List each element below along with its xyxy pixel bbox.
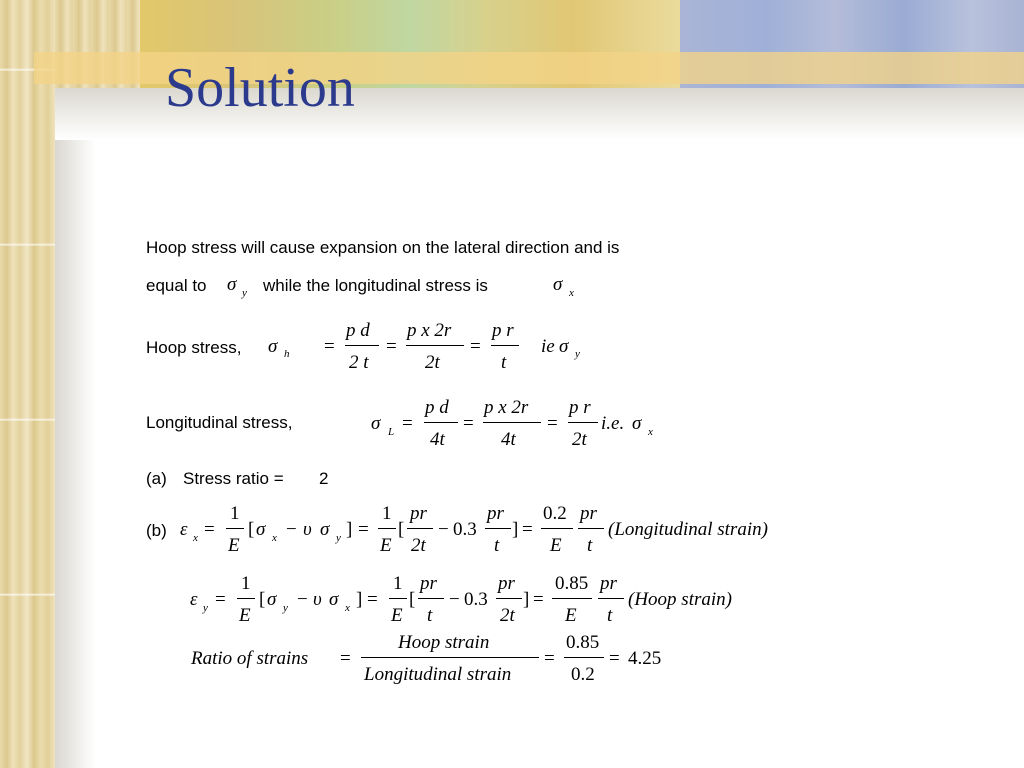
bracket-close: ] [356, 589, 363, 610]
E-denominator: E [391, 605, 403, 626]
row2-strain-label: (Hoop strain) [628, 589, 732, 610]
long-sigma-symbol: σ [371, 413, 381, 434]
fraction-bar [378, 528, 396, 529]
nu-symbol: υ [303, 519, 312, 540]
long-sigma-x-subscript: x [648, 426, 653, 438]
equals-sign: = [547, 413, 558, 434]
part-a-text: Stress ratio = [183, 469, 284, 488]
fraction-bar [389, 598, 407, 599]
fraction-bar [361, 657, 539, 658]
pr-numerator: pr [498, 573, 515, 594]
pr-numerator: pr [487, 503, 504, 524]
fraction-bar [226, 528, 244, 529]
E-denominator: E [239, 605, 251, 626]
one-numerator: 1 [393, 573, 403, 594]
row1-den-c: t [587, 535, 593, 556]
fraction-bar [541, 528, 573, 529]
sigma-x-symbol: σ [329, 589, 339, 610]
hoop-frac2-denominator: 2t [425, 352, 440, 373]
slide-title: Solution [165, 57, 355, 119]
intro-line-2-middle: while the longitudinal stress is [263, 276, 488, 295]
long-sigma-subscript: L [388, 426, 395, 438]
minus-sign: − [286, 519, 297, 540]
long-frac2-denominator: 4t [501, 429, 516, 450]
row2-den-c: t [607, 605, 613, 626]
equals-sign: = [544, 648, 555, 669]
epsilon-x-symbol: ε [180, 519, 188, 540]
hoop-ie-text: ie [541, 336, 555, 357]
ratio-numerator: Hoop strain [398, 632, 490, 653]
bracket-open: [ [398, 519, 405, 540]
equals-sign: = [533, 589, 544, 610]
row1-den-b: t [494, 535, 500, 556]
epsilon-x-subscript: x [193, 532, 198, 544]
intro-line-2-start: equal to [146, 276, 207, 295]
ratio-label: Ratio of strains [191, 648, 309, 669]
E-denominator: E [565, 605, 577, 626]
hoop-stress-label: Hoop stress, [146, 338, 242, 357]
E-denominator: E [228, 535, 240, 556]
row2-frac-numerator: 0.85 [555, 573, 589, 594]
fraction-bar [485, 528, 511, 529]
intro-line-1: Hoop stress will cause expansion on the lateral direction and is [146, 238, 620, 257]
sigma-x-subscript: x [345, 602, 350, 614]
long-frac3-denominator: 2t [572, 429, 587, 450]
row2-den-a: t [427, 605, 433, 626]
ratio-value-denominator: 0.2 [571, 664, 595, 685]
fraction-bar [568, 422, 598, 423]
equals-sign: = [367, 589, 378, 610]
equals-sign: = [358, 519, 369, 540]
sigma-y-subscript: y [242, 287, 247, 299]
sigma-x-symbol: σ [553, 274, 563, 295]
part-b-label: (b) [146, 521, 167, 540]
long-frac3-numerator: p r [569, 397, 591, 418]
hoop-frac1-numerator: p d [346, 320, 370, 341]
long-frac1-numerator: p d [425, 397, 449, 418]
sigma-x-symbol: σ [256, 519, 266, 540]
equals-sign: = [609, 648, 620, 669]
fraction-bar [564, 657, 604, 658]
fraction-bar [406, 345, 464, 346]
bracket-close: ] [346, 519, 353, 540]
hoop-sigma-symbol: σ [268, 336, 278, 357]
pr-numerator: pr [420, 573, 437, 594]
row1-den-a: 2t [411, 535, 426, 556]
one-numerator: 1 [241, 573, 251, 594]
E-denominator: E [380, 535, 392, 556]
fraction-bar [483, 422, 541, 423]
sigma-y-symbol: σ [227, 274, 237, 295]
fraction-bar [598, 598, 624, 599]
hoop-sigma-y-subscript: y [575, 348, 580, 360]
coefficient: 0.3 [464, 589, 488, 610]
fraction-bar [237, 598, 255, 599]
sigma-x-subscript: x [569, 287, 574, 299]
equals-sign: = [463, 413, 474, 434]
bracket-open: [ [248, 519, 255, 540]
epsilon-y-subscript: y [203, 602, 208, 614]
row1-strain-label: (Longitudinal strain) [608, 519, 768, 540]
ratio-denominator: Longitudinal strain [364, 664, 512, 685]
ratio-result: 4.25 [628, 648, 662, 669]
bracket-open: [ [409, 589, 416, 610]
fraction-bar [491, 345, 519, 346]
hoop-sigma-y-symbol: σ [559, 336, 569, 357]
row2-den-b: 2t [500, 605, 515, 626]
long-ie-text: i.e. [601, 413, 625, 434]
row1-frac-numerator: 0.2 [543, 503, 567, 524]
fraction-bar [552, 598, 592, 599]
hoop-frac2-numerator: p x 2r [407, 320, 452, 341]
minus-sign: − [438, 519, 449, 540]
hoop-sigma-subscript: h [284, 348, 290, 360]
fraction-bar [496, 598, 522, 599]
minus-sign: − [449, 589, 460, 610]
equals-sign: = [470, 336, 481, 357]
fraction-bar [407, 528, 433, 529]
E-denominator: E [550, 535, 562, 556]
one-numerator: 1 [382, 503, 392, 524]
sigma-y-symbol: σ [320, 519, 330, 540]
coefficient: 0.3 [453, 519, 477, 540]
equals-sign: = [204, 519, 215, 540]
fraction-bar [424, 422, 458, 423]
equals-sign: = [340, 648, 351, 669]
minus-sign: − [297, 589, 308, 610]
bracket-open: [ [259, 589, 266, 610]
long-sigma-x-symbol: σ [632, 413, 642, 434]
sigma-y-symbol: σ [267, 589, 277, 610]
part-a-label: (a) [146, 469, 167, 488]
pr-numerator: pr [600, 573, 617, 594]
hoop-frac1-denominator: 2 t [349, 352, 369, 373]
epsilon-y-symbol: ε [190, 589, 198, 610]
sigma-x-subscript: x [272, 532, 277, 544]
equals-sign: = [522, 519, 533, 540]
fraction-bar [345, 345, 379, 346]
long-frac1-denominator: 4t [430, 429, 445, 450]
equals-sign: = [324, 336, 335, 357]
pr-numerator: pr [580, 503, 597, 524]
hoop-frac3-denominator: t [501, 352, 507, 373]
nu-symbol: υ [313, 589, 322, 610]
bracket-close: ] [512, 519, 519, 540]
pr-numerator: pr [410, 503, 427, 524]
equals-sign: = [402, 413, 413, 434]
long-frac2-numerator: p x 2r [484, 397, 529, 418]
equals-sign: = [386, 336, 397, 357]
ratio-value-numerator: 0.85 [566, 632, 600, 653]
longitudinal-stress-label: Longitudinal stress, [146, 413, 293, 432]
one-numerator: 1 [230, 503, 240, 524]
sigma-y-subscript: y [336, 532, 341, 544]
left-strip-texture [0, 0, 55, 768]
hoop-frac3-numerator: p r [492, 320, 514, 341]
sigma-y-subscript: y [283, 602, 288, 614]
part-a-value: 2 [319, 469, 329, 488]
fraction-bar [578, 528, 604, 529]
fraction-bar [418, 598, 444, 599]
equals-sign: = [215, 589, 226, 610]
bracket-close: ] [523, 589, 530, 610]
